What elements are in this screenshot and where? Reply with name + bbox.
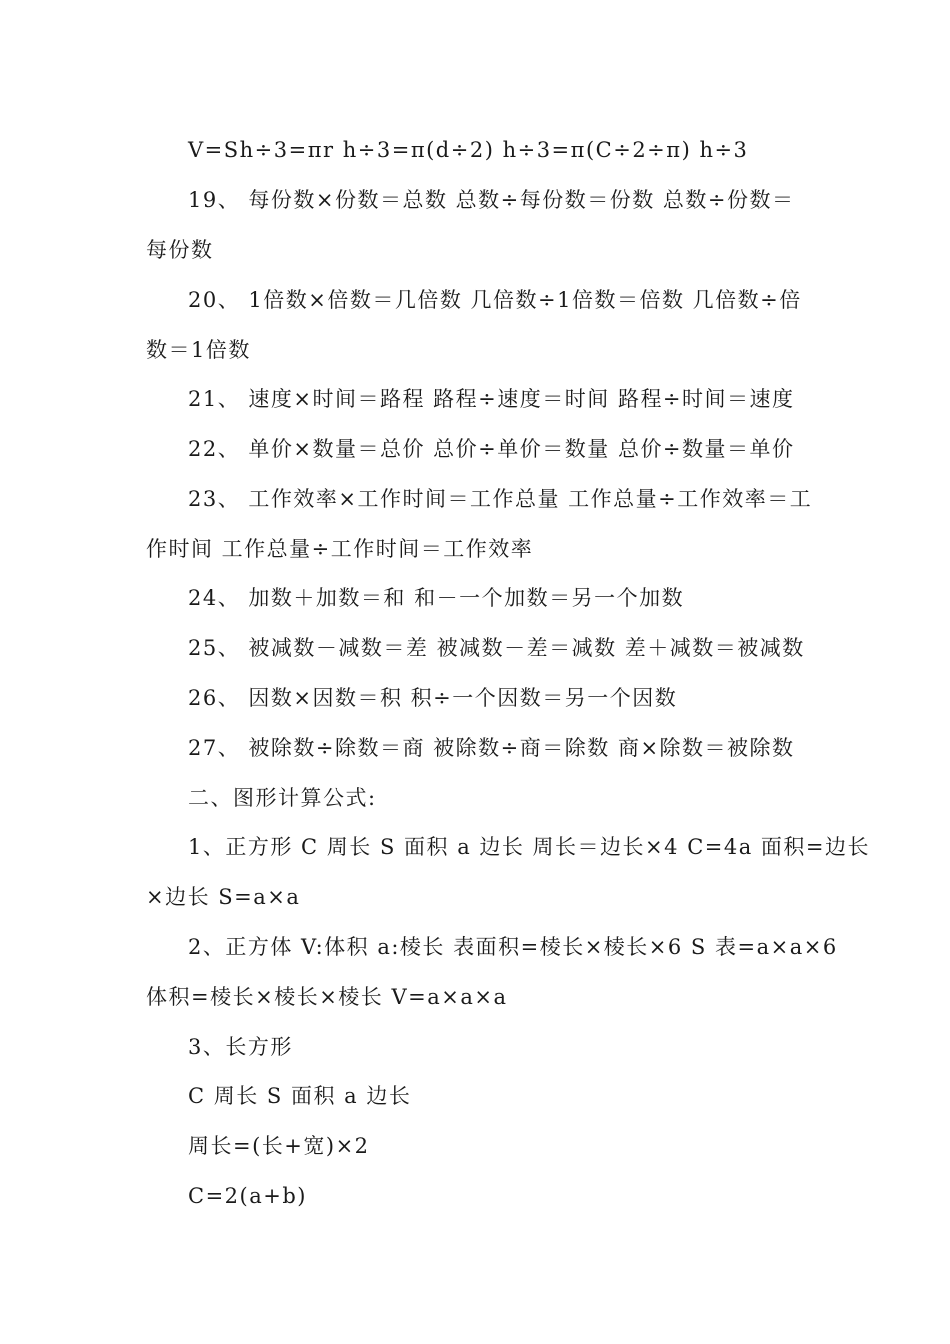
text-line-rectangle-heading: 3、长方形 bbox=[188, 1035, 293, 1059]
text-line-27: 27、 被除数÷除数＝商 被除数÷商＝除数 商×除数＝被除数 bbox=[188, 736, 795, 760]
text-line-rectangle-legend: C 周长 S 面积 a 边长 bbox=[188, 1084, 412, 1108]
text-line-22: 22、 单价×数量＝总价 总价÷单价＝数量 总价÷数量＝单价 bbox=[188, 437, 795, 461]
text-line-23-cont: 作时间 工作总量÷工作时间＝工作效率 bbox=[146, 537, 534, 561]
text-line-26: 26、 因数×因数＝积 积÷一个因数＝另一个因数 bbox=[188, 686, 678, 710]
text-line-rectangle-perimeter: 周长=(长+宽)×2 bbox=[188, 1134, 370, 1158]
text-line-20-cont: 数＝1倍数 bbox=[146, 338, 251, 362]
text-line-cube-cont: 体积=棱长×棱长×棱长 V=a×a×a bbox=[146, 985, 508, 1009]
text-line-19: 19、 每份数×份数＝总数 总数÷每份数＝份数 总数÷份数＝ bbox=[188, 188, 795, 212]
text-line-25: 25、 被减数－减数＝差 被减数－差＝减数 差＋减数＝被减数 bbox=[188, 636, 805, 660]
text-line-23: 23、 工作效率×工作时间＝工作总量 工作总量÷工作效率＝工 bbox=[188, 487, 813, 511]
text-line-rectangle-perimeter-formula: C=2(a+b) bbox=[188, 1184, 307, 1208]
text-line-24: 24、 加数＋加数＝和 和－一个加数＝另一个加数 bbox=[188, 586, 685, 610]
section-heading-shape-formulas: 二、图形计算公式: bbox=[188, 786, 377, 810]
text-line-20: 20、 1倍数×倍数＝几倍数 几倍数÷1倍数＝倍数 几倍数÷倍 bbox=[188, 288, 802, 312]
text-line-cube: 2、正方体 V:体积 a:棱长 表面积=棱长×棱长×6 S 表=a×a×6 bbox=[188, 935, 838, 959]
text-line-square: 1、正方形 C 周长 S 面积 a 边长 周长＝边长×4 C=4a 面积=边长 bbox=[188, 835, 871, 859]
text-line-cone-volume: V=Sh÷3=πr h÷3=π(d÷2) h÷3=π(C÷2÷π) h÷3 bbox=[188, 138, 749, 162]
text-line-19-cont: 每份数 bbox=[146, 238, 214, 262]
text-line-square-cont: ×边长 S=a×a bbox=[146, 885, 301, 909]
text-line-21: 21、 速度×时间＝路程 路程÷速度＝时间 路程÷时间＝速度 bbox=[188, 387, 795, 411]
